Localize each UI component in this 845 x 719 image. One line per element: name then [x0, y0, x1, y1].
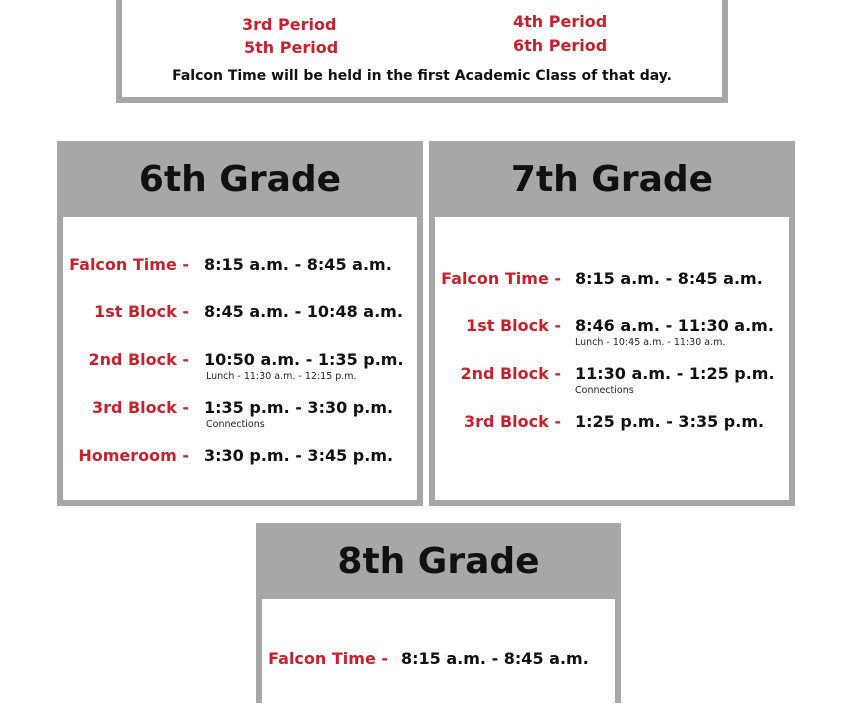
grade6-title: 6th Grade [138, 158, 342, 200]
period-right-3: 6th Period [513, 36, 608, 55]
grade6-row [63, 350, 417, 382]
block-time: 8:15 a.m. - 8:45 a.m. [204, 255, 392, 274]
period-left-3: 5th Period [244, 38, 339, 57]
block-time: 8:46 a.m. - 11:30 a.m. [575, 316, 774, 335]
block-time: 8:15 a.m. - 8:45 a.m. [401, 649, 589, 668]
grade6-row [63, 255, 417, 281]
grade7-card [429, 141, 795, 506]
block-note: Connections [206, 419, 265, 430]
grade7-row [435, 316, 789, 348]
grade6-schedule [63, 217, 417, 500]
block-time: 1:25 p.m. - 3:35 p.m. [575, 412, 765, 431]
block-label: 3rd Block - [463, 412, 561, 431]
block-label: 3rd Block - [91, 398, 189, 417]
grade7-schedule [435, 217, 789, 500]
block-time: 8:45 a.m. - 10:48 a.m. [204, 302, 403, 321]
block-time: 3:30 p.m. - 3:45 p.m. [204, 446, 394, 465]
grade6-row [63, 302, 417, 328]
block-label: Homeroom - [78, 446, 189, 465]
period-right-2: 4th Period [513, 12, 608, 31]
grade8-row [262, 649, 615, 675]
grade7-title: 7th Grade [510, 158, 714, 200]
grade8-schedule [262, 599, 615, 719]
block-note: Connections [575, 385, 634, 396]
grade7-row [435, 412, 789, 438]
block-label: Falcon Time - [268, 649, 388, 668]
falcon-time-note: Falcon Time will be held in the first Academic Class of that day. [172, 68, 672, 84]
block-note: Lunch - 11:30 a.m. - 12:15 p.m. [206, 371, 357, 382]
period-left-1 [246, 0, 338, 1]
block-note: Lunch - 10:45 a.m. - 11:30 a.m. [575, 337, 726, 348]
grade7-row [435, 364, 789, 396]
block-time: 8:15 a.m. - 8:45 a.m. [575, 269, 763, 288]
grade6-row [63, 398, 417, 430]
block-label: 1st Block - [94, 302, 189, 321]
grade6-row [63, 446, 417, 472]
grade8-title: 8th Grade [337, 540, 540, 582]
block-label: Falcon Time - [441, 269, 561, 288]
grade7-row [435, 269, 789, 295]
block-time: 10:50 a.m. - 1:35 p.m. [204, 350, 404, 369]
block-label: 2nd Block - [460, 364, 561, 383]
block-label: 1st Block - [466, 316, 561, 335]
grade6-card [57, 141, 423, 506]
period-info-box [116, 0, 728, 103]
period-left-2: 3rd Period [242, 15, 337, 34]
block-time: 11:30 a.m. - 1:25 p.m. [575, 364, 775, 383]
grade8-card [256, 523, 621, 703]
block-time: 1:35 p.m. - 3:30 p.m. [204, 398, 394, 417]
block-label: Falcon Time - [69, 255, 189, 274]
block-label: 2nd Block - [88, 350, 189, 369]
